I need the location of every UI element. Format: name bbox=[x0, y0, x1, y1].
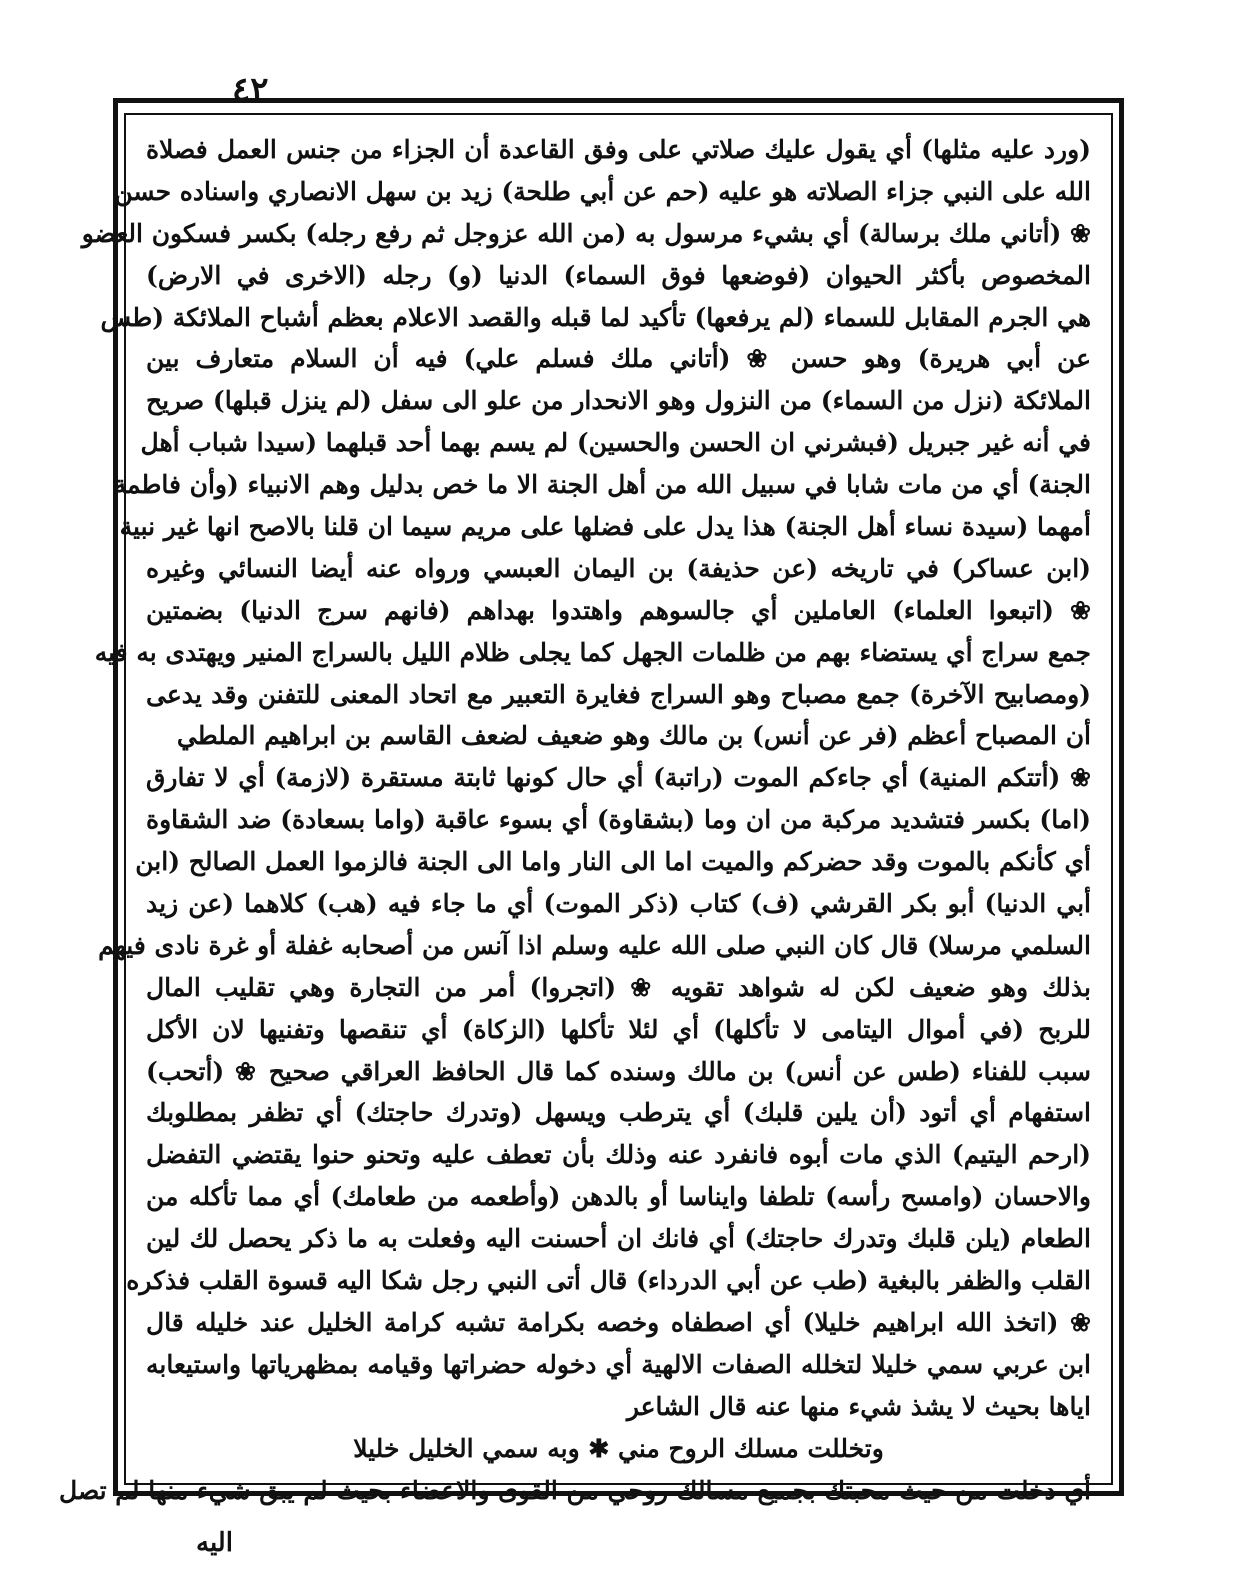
text-line: هي الجرم المقابل للسماء (لم يرفعها) تأكيد لما قبله والقصد الاعلام بعظم أشباح الملائكة (طس bbox=[100, 302, 1091, 332]
text-line: أي كأنكم بالموت وقد حضركم والميت اما الى النار واما الى الجنة فالزموا العمل الصالح (ابن bbox=[135, 847, 1091, 877]
text-line: ❀ (أتتكم المنية) أي جاءكم الموت (راتبة) أي حال كونها ثابتة مستقرة (لازمة) أي لا تفارق bbox=[146, 763, 1091, 793]
text-line: ❀ (اتخذ الله ابراهيم خليلا) أي اصطفاه وخصه بكرامة تشبه كرامة الخليل عند خليله قال bbox=[146, 1307, 1091, 1337]
text-line: استفهام أي أتود (أن يلين قلبك) أي يترطب ويسهل (وتدرك حاجتك) أي تظفر بمطلوبك bbox=[146, 1098, 1091, 1128]
text-line: والاحسان (وامسح رأسه) تلطفا وايناسا أو بالدهن (وأطعمه من طعامك) أي مما تأكله من bbox=[146, 1182, 1091, 1212]
text-line: عن أبي هريرة) وهو حسن ❀ (أتاني ملك فسلم علي) فيه أن السلام متعارف بين bbox=[146, 344, 1091, 374]
text-line: جمع سراج أي يستضاء بهم من ظلمات الجهل كما يجلى ظلام الليل بالسراج المنير ويهتدى به فيه bbox=[94, 637, 1091, 667]
text-line: المخصوص بأكثر الحيوان (فوضعها فوق السماء) الدنيا (و) رجله (الاخرى في الارض) bbox=[146, 260, 1091, 290]
text-line: للربح (في أموال اليتامى لا تأكلها) أي لئلا تأكلها (الزكاة) أي تنقصها وتفنيها لان الأكل bbox=[146, 1014, 1091, 1044]
text-line: بذلك وهو ضعيف لكن له شواهد تقويه ❀ (اتجروا) أمر من التجارة وهي تقليب المال bbox=[146, 972, 1091, 1002]
text-line: في أنه غير جبريل (فبشرني ان الحسن والحسين) لم يسم بهما أحد قبلهما (سيدا شباب أهل bbox=[140, 428, 1091, 458]
text-line: (ارحم اليتيم) الذي مات أبوه فانفرد عنه وذلك بأن تعطف عليه وتحنو حنوا يقتضي التفضل bbox=[146, 1140, 1091, 1170]
text-line: أمهما (سيدة نساء أهل الجنة) هذا يدل على فضلها على مريم سيما ان قلنا بالاصح انها غير نبية bbox=[119, 512, 1091, 542]
text-line: سبب للفناء (طس عن أنس) بن مالك وسنده كما قال الحافظ العراقي صحيح ❀ (أتحب) bbox=[146, 1056, 1091, 1086]
text-line: الطعام (يلن قلبك وتدرك حاجتك) أي فانك ان أحسنت اليه وفعلت به ما ذكر يحصل لك لين bbox=[146, 1224, 1091, 1254]
page-frame-inner bbox=[59, 113, 1113, 1505]
text-line: الملائكة (نزل من السماء) من النزول وهو الانحدار من علو الى سفل (لم ينزل قبلها) صريح bbox=[146, 386, 1091, 416]
page-frame-outer bbox=[59, 98, 1124, 1505]
text-line: الجنة) أي من مات شابا في سبيل الله من أهل الجنة الا ما خص بدليل وهم الانبياء (وأن فاطمة bbox=[113, 470, 1091, 500]
page-number: ٤٢ bbox=[232, 70, 269, 110]
text-line: أن المصباح أعظم (فر عن أنس) بن مالك وهو ضعيف لضعف القاسم بن ابراهيم الملطي bbox=[176, 721, 1091, 751]
text-line: أبي الدنيا) أبو بكر القرشي (ف) كتاب (ذكر الموت) أي ما جاء فيه (هب) كلاهما (عن زيد bbox=[146, 889, 1091, 919]
text-body bbox=[59, 129, 1091, 1511]
text-line: أي دخلت من حيث محبتك بجميع مسالك روحي من القوى والاعضاء بحيث لم يبق شيء منها لم تصل bbox=[59, 1475, 1091, 1505]
text-line: (ورد عليه مثلها) أي يقول عليك صلاتي على وفق القاعدة أن الجزاء من جنس العمل فصلاة bbox=[146, 135, 1091, 164]
text-line: (ابن عساكر) في تاريخه (عن حذيفة) بن اليمان العبسي ورواه عنه أيضا النسائي وغيره bbox=[146, 553, 1091, 583]
text-line: اياها بحيث لا يشذ شيء منها عنه قال الشاعر bbox=[626, 1391, 1091, 1421]
text-line: (ومصابيح الآخرة) جمع مصباح وهو السراج فغايرة التعبير مع اتحاد المعنى للتفنن وقد يدعى bbox=[146, 679, 1091, 709]
verse-line: وتخللت مسلك الروح مني ✱ وبه سمي الخليل خليلا bbox=[353, 1433, 884, 1463]
text-line: الله على النبي جزاء الصلاته هو عليه (حم عن أبي طلحة) زيد بن سهل الانصاري واسناده حسن bbox=[114, 176, 1091, 206]
text-line: ❀ (اتبعوا العلماء) العاملين أي جالسوهم واهتدوا بهداهم (فانهم سرج الدنيا) بضمتين bbox=[146, 595, 1091, 625]
catchword: اليه bbox=[196, 1528, 233, 1558]
text-line: القلب والظفر بالبغية (طب عن أبي الدرداء) قال أتى النبي رجل شكا اليه قسوة القلب فذكره bbox=[126, 1266, 1091, 1296]
text-line: ❀ (أتاني ملك برسالة) أي بشيء مرسول به (من الله عزوجل ثم رفع رجله) بكسر فسكون العضو bbox=[81, 218, 1091, 248]
text-line: السلمي مرسلا) قال كان النبي صلى الله عليه وسلم اذا آنس من أصحابه غفلة أو غرة نادى فيهم bbox=[98, 930, 1091, 960]
text-line: (اما) بكسر فتشديد مركبة من ان وما (بشقاوة) أي بسوء عاقبة (واما بسعادة) ضد الشقاوة bbox=[146, 805, 1091, 835]
text-line: ابن عربي سمي خليلا لتخلله الصفات الالهية أي دخوله حضراتها وقيامه بمظهرياتها واستيعابه bbox=[146, 1349, 1091, 1379]
